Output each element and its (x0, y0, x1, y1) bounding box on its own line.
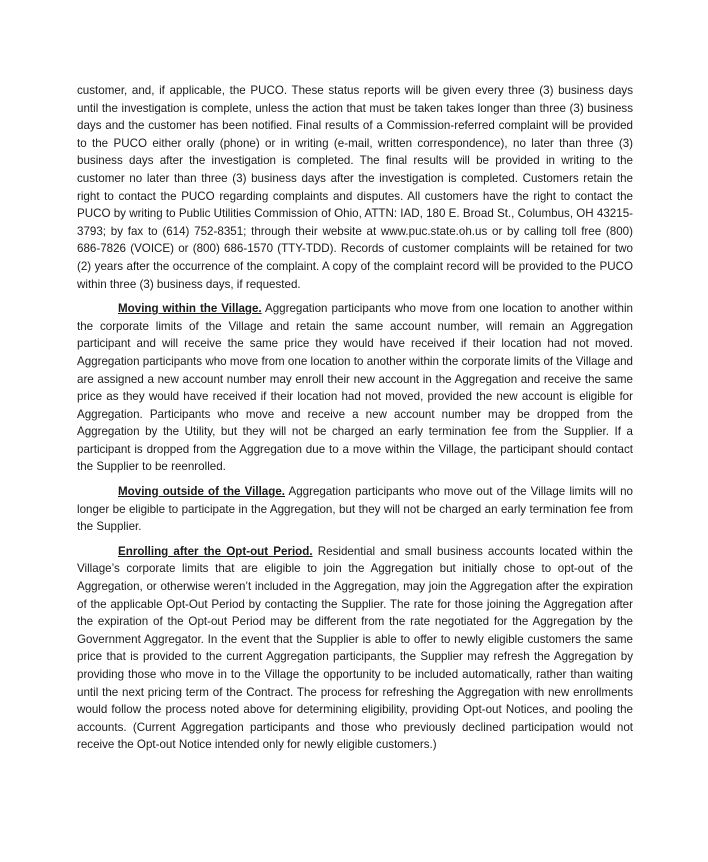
section-heading: Enrolling after the Opt-out Period. (118, 544, 313, 558)
paragraph-text: Aggregation participants who move from one location to another within the corporate limits of the Village and retain the same account number, will remain an Aggregation participant and will receive the same price they would have received if their location had not moved. Aggregation participants who move from one location to another within the corporate limits of the Village and are assigned a new account number may enroll their new account in the Aggregation and receive the same price as they would have received if their location had not moved, provided the new account is eligible for Aggregation. Participants who move and receive a new account number may be dropped from the Aggregation by the Utility, but they will not be charged an early termination fee from the Supplier. If a participant is dropped from the Aggregation due to a move within the Village, the participant should contact the Supplier to be reenrolled. (77, 302, 633, 474)
document-page (77, 82, 633, 761)
section-heading: Moving within the Village. (118, 302, 262, 316)
paragraph-complaint-status (77, 82, 633, 293)
paragraph-text: customer, and, if applicable, the PUCO. These status reports will be given every three (3) business days until the investigation is complete, unless the action that must be taken takes longer than three (3) business days and the customer has been notified. Final results of a Commission-referred complaint will be provided to the PUCO either orally (phone) or in writing (e-mail, written correspondence), no later than three (3) business days after the investigation is completed. The final results will be provided in writing to the customer no later than three (3) business days after the investigation is completed. Customers retain the right to contact the PUCO regarding complaints and disputes. All customers have the right to contact the PUCO by writing to Public Utilities Commission of Ohio, ATTN: IAD, 180 E. Broad St., Columbus, OH 43215-3793; by fax to (614) 752-8351; through their website at www.puc.state.oh.us or by calling toll free (800) 686-7826 (VOICE) or (800) 686-1570 (TTY-TDD). Records of customer complaints will be retained for two (2) years after the occurrence of the complaint. A copy of the complaint record will be provided to the PUCO within three (3) business days, if requested. (77, 84, 633, 291)
paragraph-enrolling-after-opt-out (77, 543, 633, 754)
paragraph-moving-within-village (77, 300, 633, 476)
paragraph-text: Aggregation participants who move out of the Village limits will no longer be eligible to participate in the Aggregation, but they will not be charged an early termination fee from the Supplier. (77, 485, 633, 534)
section-heading: Moving outside of the Village. (118, 485, 285, 499)
paragraph-moving-outside-village (77, 483, 633, 536)
paragraph-text: Residential and small business accounts located within the Village’s corporate limits that are eligible to join the Aggregation but initially chose to opt-out of the Aggregation, or otherwise weren’t included in the Aggregation, may join the Aggregation after the expiration of the applicable Opt-Out Period by contacting the Supplier. The rate for those joining the Aggregation after the expiration of the Opt-out Period may be different from the rate negotiated for the Aggregation by the Government Aggregator. In the event that the Supplier is able to offer to newly eligible customers the same price that is provided to the current Aggregation participants, the Supplier may refresh the Aggregation by providing those who move in to the Village the opportunity to be included automatically, rather than waiting until the next pricing term of the Contract. The process for refreshing the Aggregation with new enrollments would follow the process noted above for determining eligibility, providing Opt-out Notices, and pooling the accounts. (Current Aggregation participants and those who previously declined participation would not receive the Opt-out Notice intended only for newly eligible customers.) (77, 544, 633, 752)
